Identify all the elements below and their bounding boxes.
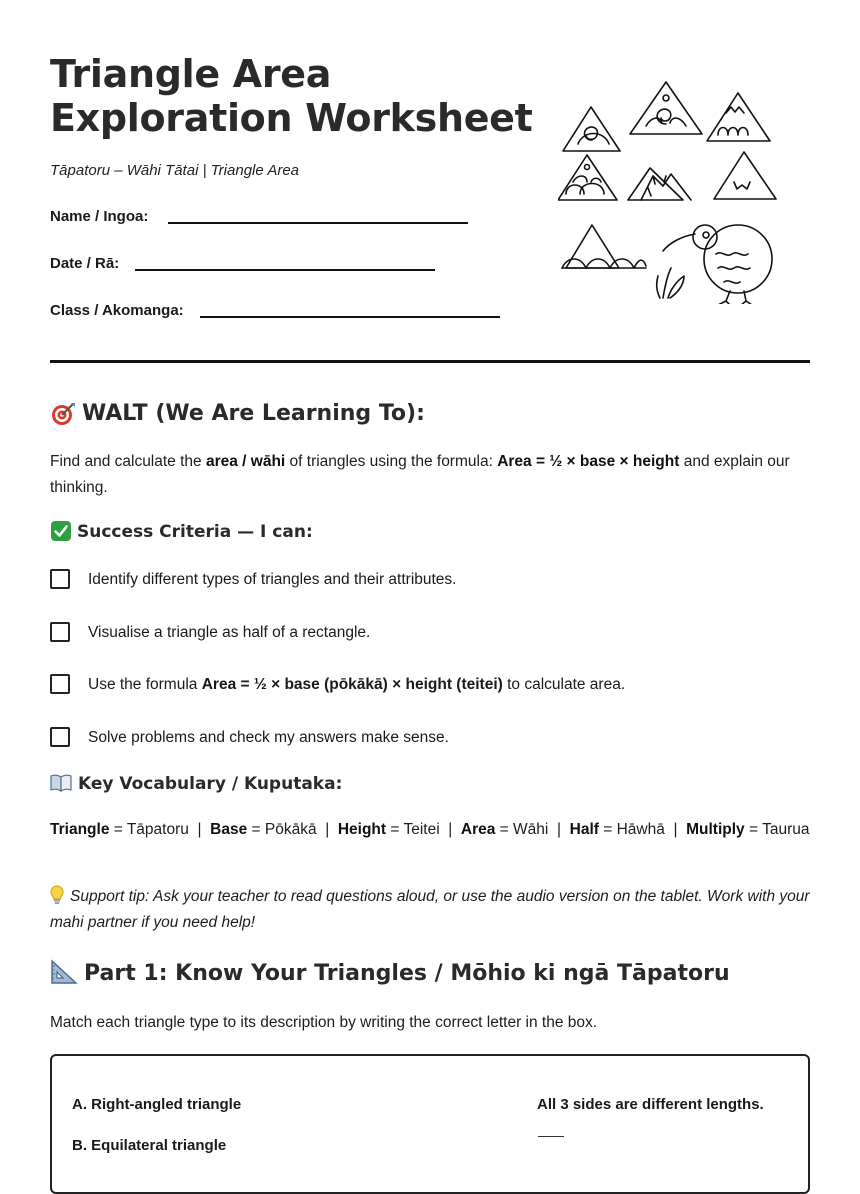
description-1: All 3 sides are different lengths.	[537, 1096, 764, 1113]
walt-text: Find and calculate the area / wāhi of triangles using the formula: Area = ½ × base × height and explain our thinking.	[50, 453, 790, 496]
class-field	[50, 302, 184, 319]
class-label: Class / Akomanga:	[50, 302, 184, 319]
triangle-type-a: A. Right-angled triangle	[72, 1096, 242, 1113]
triangle-peaks-icon	[628, 168, 691, 200]
answer-blank[interactable]	[538, 1136, 564, 1137]
matching-box	[50, 1054, 810, 1194]
date-line[interactable]	[135, 269, 435, 271]
support-tip: Support tip: Ask your teacher to read questions aloud, or use the audio version on the tablet. Work with your mahi partner if you need help!	[50, 884, 810, 936]
triangle-bird-icon	[714, 152, 776, 199]
set-square-icon	[50, 959, 78, 985]
criterion-checkbox[interactable]	[50, 622, 70, 642]
name-label: Name / Ingoa:	[50, 208, 149, 225]
triangle-waves-icon	[558, 155, 617, 200]
criterion-checkbox[interactable]	[50, 674, 70, 694]
date-field	[50, 255, 119, 272]
name-field	[50, 208, 148, 225]
triangle-mountains-icon	[707, 93, 770, 141]
date-label: Date / Rā:	[50, 255, 120, 272]
section-divider	[50, 360, 810, 363]
success-criteria-heading: Success Criteria — I can:	[50, 522, 313, 542]
open-book-icon	[50, 773, 72, 793]
triangle-spiral-icon	[563, 107, 620, 151]
green-check-icon	[50, 520, 72, 542]
class-line[interactable]	[200, 316, 500, 318]
triangles-kiwi-illustration	[558, 78, 784, 304]
page-subtitle: Tāpatoru – Wāhi Tātai | Triangle Area	[50, 162, 300, 179]
part1-instructions: Match each triangle type to its description by writing the correct letter in the box.	[50, 1014, 598, 1031]
vocabulary-list: Triangle = Tāpatoru | Base = Pōkākā | Height = Teitei | Area = Wāhi | Half = Hāwhā | Multiply = Taurua	[50, 821, 810, 838]
lightbulb-icon	[50, 885, 64, 905]
criterion-checkbox[interactable]	[50, 727, 70, 747]
vocabulary-heading: Key Vocabulary / Kuputaka:	[50, 774, 342, 794]
triangle-type-b: B. Equilateral triangle	[72, 1137, 227, 1154]
triangle-koru-icon	[630, 82, 702, 134]
name-line[interactable]	[168, 222, 468, 224]
criterion-checkbox[interactable]	[50, 569, 70, 589]
walt-heading: WALT (We Are Learning To):	[50, 401, 425, 427]
part1-heading: Part 1: Know Your Triangles / Mōhio ki ngā Tāpatoru	[50, 961, 730, 986]
page-title: Triangle Area Exploration Worksheet	[50, 52, 533, 140]
target-dart-icon	[50, 401, 76, 427]
triangle-hills-icon	[562, 225, 646, 268]
kiwi-bird-icon	[657, 225, 772, 304]
